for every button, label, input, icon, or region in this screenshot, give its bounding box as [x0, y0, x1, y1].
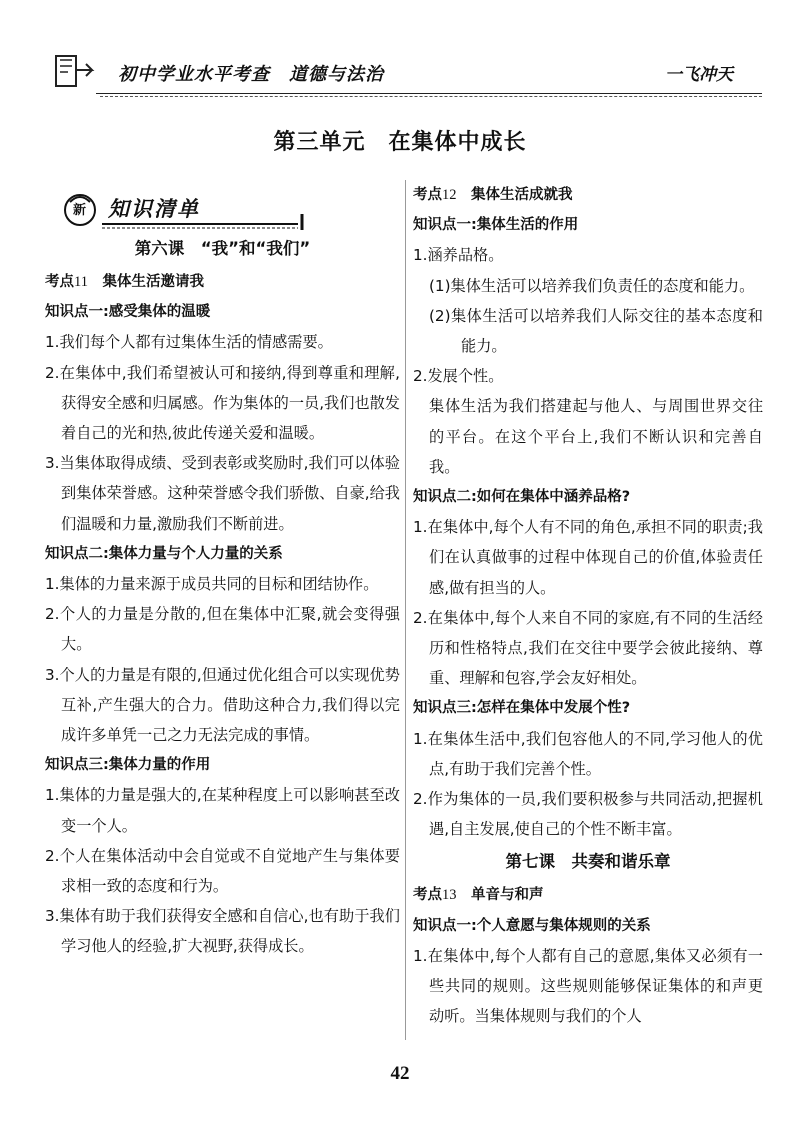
kaodian-13-heading	[413, 880, 763, 910]
kaodian-number: 13	[442, 887, 457, 904]
list-item: 1.在集体中,每个人都有自己的意愿,集体又必须有一些共同的规则。这些规则能够保证集体的和声更动听。当集体规则与我们的个人	[413, 946, 763, 1026]
list-item: 1.我们每个人都有过集体生活的情感需要。	[45, 333, 333, 352]
list-item: 2.发展个性。	[413, 367, 504, 386]
kaodian-prefix: 考点	[413, 887, 442, 904]
kaodian-title: 集体生活成就我	[471, 187, 573, 203]
kaodian-prefix: 考点	[413, 187, 442, 203]
left-column	[45, 267, 400, 962]
list-item: 1.涵养品格。	[413, 246, 504, 265]
header-brand: 一飞冲天	[665, 65, 733, 85]
list-item: 1.集体的力量是强大的,在某种程度上可以影响甚至改变一个人。	[45, 786, 400, 835]
sub-item: (1)集体生活可以培养我们负责任的态度和能力。	[429, 276, 755, 295]
header-title: 初中学业水平考查 道德与法治	[118, 64, 384, 85]
list-item: 3.个人的力量是有限的,但通过优化组合可以实现优势互补,产生强大的合力。借助这种合力,我们得以完成许多单凭一己之力无法完成的事情。	[45, 665, 400, 745]
banner-badge: 新	[73, 203, 87, 218]
banner-label: 知识清单	[108, 196, 200, 221]
list-item: 2.个人在集体活动中会自觉或不自觉地产生与集体要求相一致的态度和行为。	[45, 846, 400, 896]
list-item: 2.个人的力量是分散的,但在集体中汇聚,就会变得强大。	[45, 605, 400, 654]
list-item: 1.在集体生活中,我们包容他人的不同,学习他人的优点,有助于我们完善个性。	[413, 729, 763, 778]
sub-item: (2)集体生活可以培养我们人际交往的基本态度和能力。	[429, 306, 763, 356]
kaodian-number: 11	[74, 274, 88, 290]
list-item: 3.当集体取得成绩、受到表彰或奖励时,我们可以体验到集体荣誉感。这种荣誉感令我们骄傲、自豪,给我们温暖和力量,激励我们不断前进。	[45, 454, 400, 533]
kaodian-prefix: 考点	[45, 274, 74, 290]
list-item: 3.集体有助于我们获得安全感和自信心,也有助于我们学习他人的经验,扩大视野,获得成长。	[45, 907, 400, 956]
list-item: 1.在集体中,每个人有不同的角色,承担不同的职责;我们在认真做事的过程中体现自己的价值,体验责任感,做有担当的人。	[413, 518, 763, 597]
page-header	[0, 0, 800, 100]
page-number: 42	[390, 1063, 410, 1084]
kaodian-11-heading	[45, 267, 400, 297]
column-divider	[405, 180, 406, 1040]
list-item: 2.作为集体的一员,我们要积极参与共同活动,把握机遇,自主发展,使自己的个性不断丰富。	[413, 790, 763, 839]
unit-title: 第三单元 在集体中成长	[273, 130, 527, 155]
right-column	[413, 180, 763, 1031]
paragraph: 集体生活为我们搭建起与他人、与周围世界交往的平台。在这个平台上,我们不断认识和完善自我。	[429, 397, 763, 476]
zhishidian-heading: 知识点一:集体生活的作用	[413, 217, 579, 234]
kaodian-title: 单音与和声	[471, 887, 544, 904]
zhishidian-heading: 知识点三:怎样在集体中发展个性?	[413, 700, 631, 717]
list-item: 2.在集体中,每个人来自不同的家庭,有不同的生活经历和性格特点,我们在交往中要学会彼此接纳、尊重、理解和包容,学会友好相处。	[413, 608, 763, 688]
list-item: 2.在集体中,我们希望被认可和接纳,得到尊重和理解,获得安全感和归属感。作为集体的一员,我们也散发着自己的光和热,彼此传递关爱和温暖。	[45, 363, 400, 443]
zhishidian-heading: 知识点二:如何在集体中涵养品格?	[413, 489, 631, 506]
kaodian-12-heading	[413, 180, 763, 210]
zhishidian-heading: 知识点一:个人意愿与集体规则的关系	[413, 917, 651, 934]
zhishidian-heading: 知识点三:集体力量的作用	[45, 757, 211, 774]
kaodian-title: 集体生活邀请我	[102, 274, 204, 290]
header-rule-dashed	[100, 96, 762, 97]
kaodian-number: 12	[442, 187, 457, 203]
book-corner-icon	[52, 50, 96, 92]
list-item: 1.集体的力量来源于成员共同的目标和团结协作。	[45, 575, 379, 594]
header-rule	[96, 93, 762, 94]
lesson-six-title: 第六课 “我”和“我们”	[134, 239, 311, 258]
lesson-seven-title: 第七课 共奏和谐乐章	[505, 852, 671, 872]
zhishidian-heading: 知识点二:集体力量与个人力量的关系	[45, 545, 283, 562]
zhishidian-heading: 知识点一:感受集体的温暖	[45, 304, 211, 321]
